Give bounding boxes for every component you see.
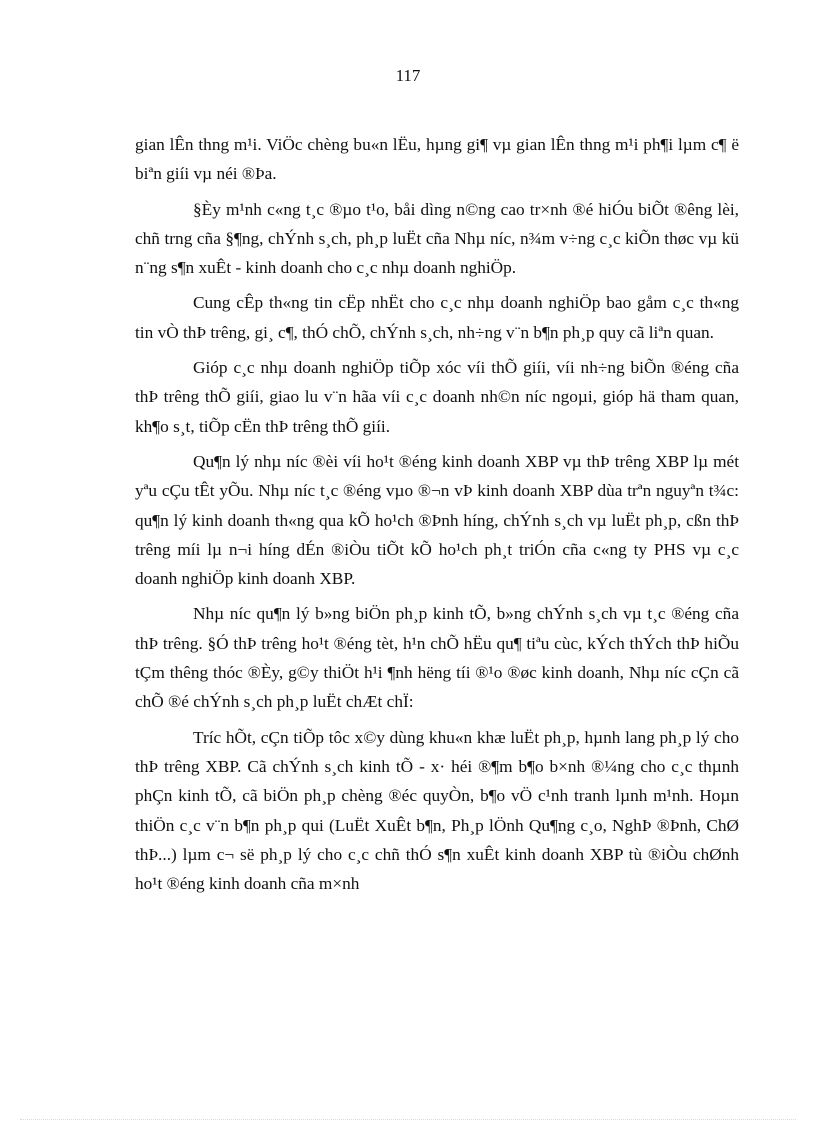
paragraph-4: Gióp c¸c nhµ doanh nghiÖp tiÕp xóc víi thÕ giíi, víi nh÷ng biÕn ®éng cña thÞ trêng thÕ giíi, giao lu v¨n hãa víi c¸c doanh nh©n níc ngoµi, gióp hä tham quan, kh¶o s¸t, tiÕp cËn thÞ trêng thÕ giíi. xyxy=(135,358,739,436)
bottom-divider xyxy=(20,1119,796,1120)
paragraph-3: Cung cÊp th«ng tin cËp nhËt cho c¸c nhµ doanh nghiÖp bao gåm c¸c th«ng tin vÒ thÞ trêng, gi¸ c¶, thÓ chÕ, chÝnh s¸ch, nh÷ng v¨n b¶n ph¸p quy cã liªn quan. xyxy=(135,293,739,342)
paragraph-5: Qu¶n lý nhµ níc ®èi víi ho¹t ®éng kinh doanh XBP vµ thÞ trêng XBP lµ mét yªu cÇu tÊt yÕu. Nhµ níc t¸c ®éng vµo ®¬n vÞ kinh doanh XBP dùa trªn nguyªn t¾c: qu¶n lý kinh doanh th«ng qua kÕ ho¹ch ®Þnh híng, chÝnh s¸ch vµ luËt ph¸p, cßn thÞ trêng míi lµ n¬i híng dÉn ®iÒu tiÕt kÕ ho¹ch ph¸t triÓn cña c«ng ty PHS vµ c¸c doanh nghiÖp kinh doanh XBP. xyxy=(135,451,739,589)
paragraph-1: gian lÊn thng m¹i. ViÖc chèng bu«n lËu, hµng gi¶ vµ gian lÊn thng m¹i ph¶i lµm c¶ ë biªn giíi vµ néi ®Þa. xyxy=(135,135,739,184)
page-number: 117 xyxy=(395,66,421,85)
paragraph-6: Nhµ níc qu¶n lý b»ng biÖn ph¸p kinh tÕ, b»ng chÝnh s¸ch vµ t¸c ®éng cña thÞ trêng. §Ó thÞ trêng ho¹t ®éng tèt, h¹n chÕ hËu qu¶ tiªu cùc, kÝch thÝch thÞ hiÕu tÇm thêng thóc ®Èy, g©y thiÖt h¹i ¶nh hëng tíi ®¹o ®øc kinh doanh, Nhµ níc cÇn cã chÕ ®é chÝnh s¸ch ph¸p luËt chÆt chÏ: xyxy=(135,604,739,712)
body-text xyxy=(135,130,739,904)
paragraph-7: Tríc hÕt, cÇn tiÕp tôc x©y dùng khu«n khæ luËt ph¸p, hµnh lang ph¸p lý cho thÞ trêng XBP. Cã chÝnh s¸ch kinh tÕ - x· héi ®¶m b¶o b×nh ®¼ng cho c¸c thµnh phÇn kinh tÕ, cã biÖn ph¸p chèng ®éc quyÒn, b¶o vÖ c¹nh tranh lµnh m¹nh. Hoµn thiÖn c¸c v¨n b¶n ph¸p qui (LuËt XuÊt b¶n, Ph¸p lÖnh Qu¶ng c¸o, NghÞ ®Þnh, ChØ thÞ...) lµm c¬ së ph¸p lý cho c¸c chñ thÓ s¶n xuÊt kinh doanh XBP tù ®iÒu chØnh ho¹t ®éng kinh doanh cña m×nh xyxy=(135,727,739,894)
paragraph-2: §Èy m¹nh c«ng t¸c ®µo t¹o, båi dìng n©ng cao tr×nh ®é hiÓu biÕt ®êng lèi, chñ trng cña §¶ng, chÝnh s¸ch, ph¸p luËt cña Nhµ níc, n¾m v÷ng c¸c kiÕn thøc vµ kü n¨ng s¶n xuÊt - kinh doanh cho c¸c nhµ doanh nghiÖp. xyxy=(135,199,739,278)
